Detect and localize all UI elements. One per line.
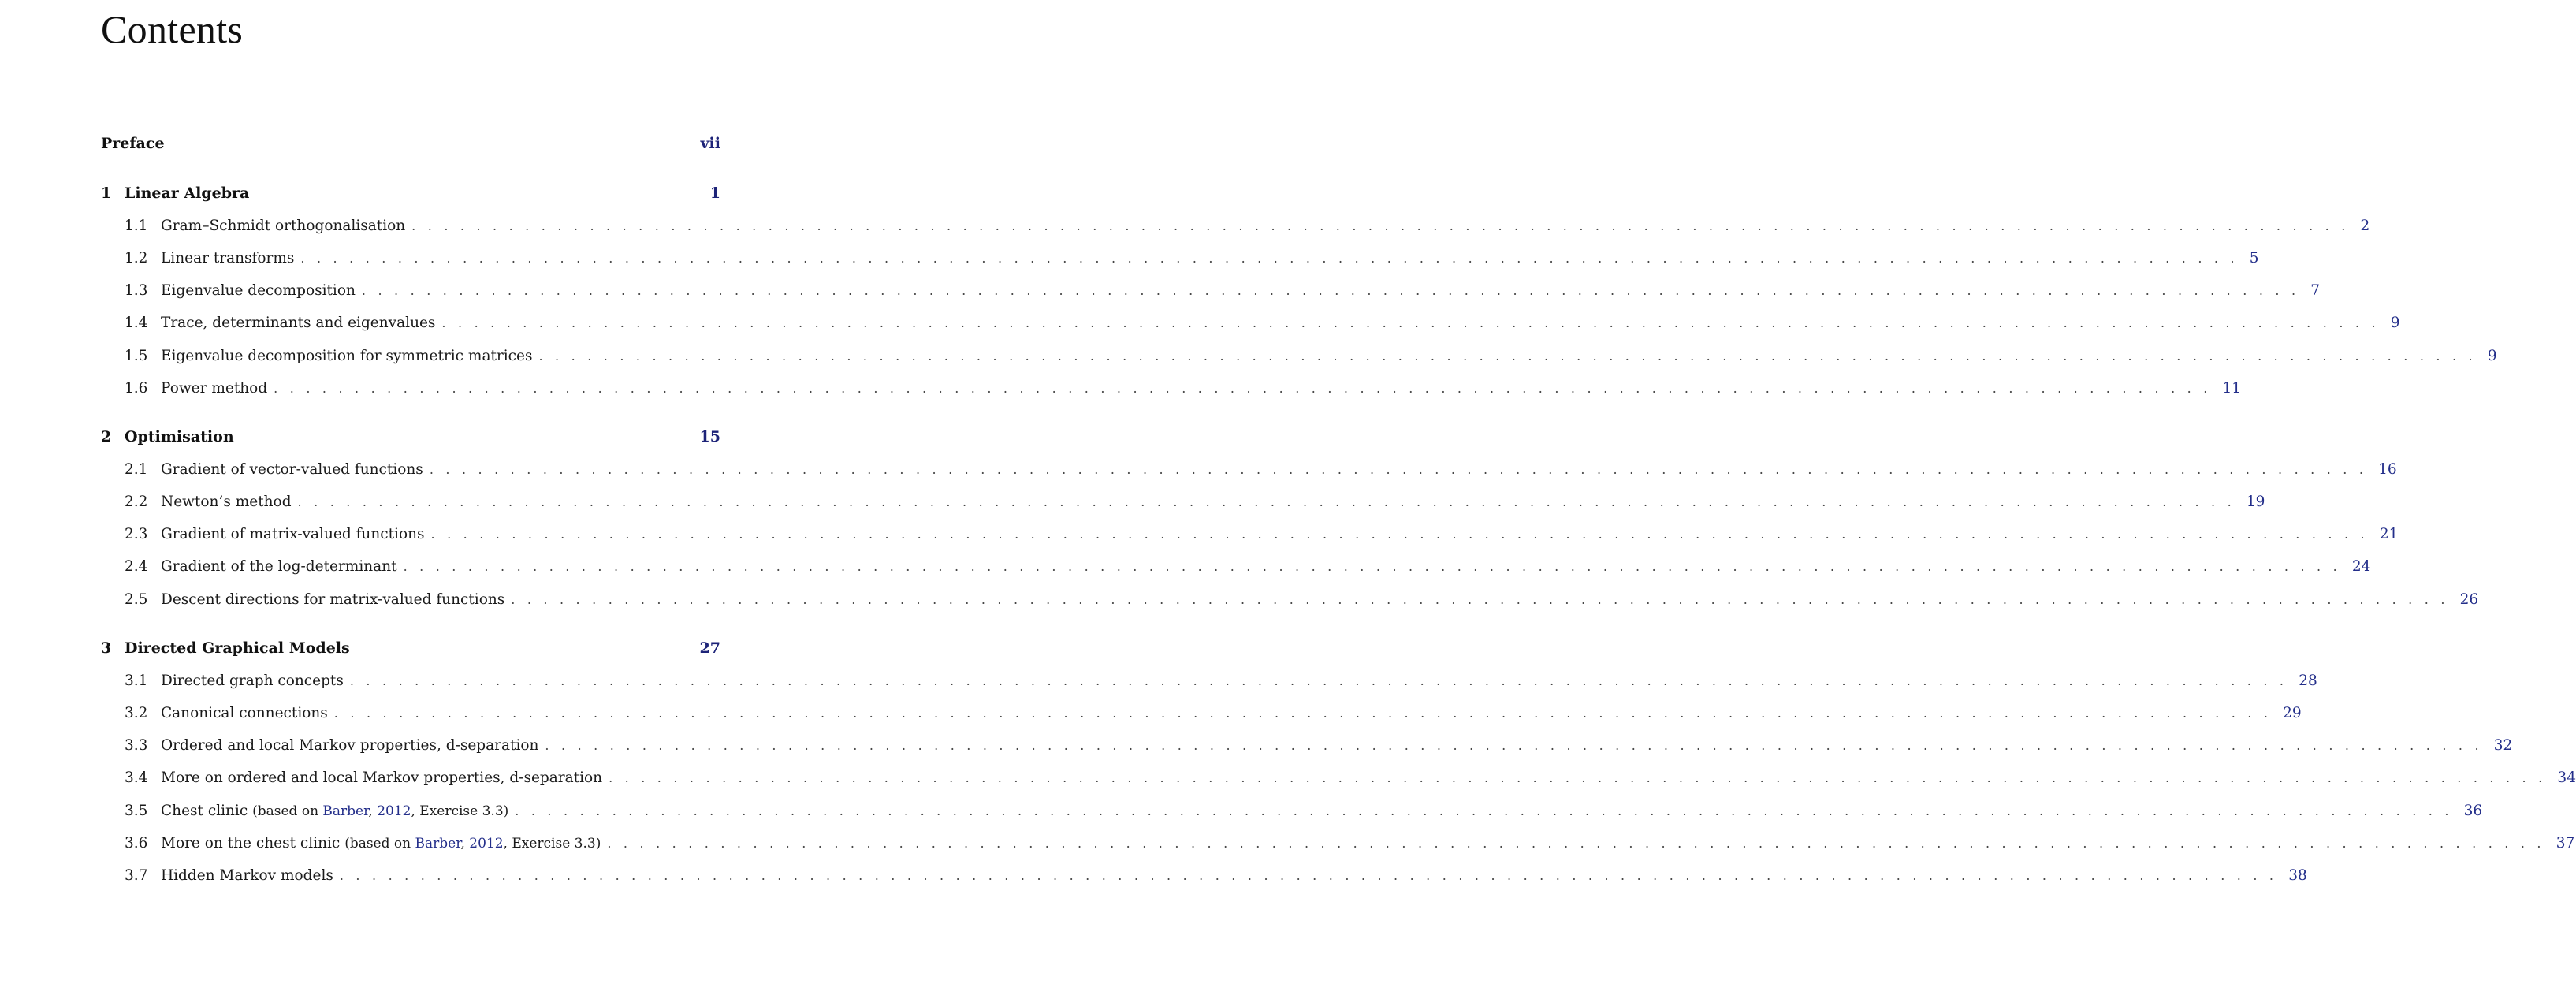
toc-section-entry[interactable] <box>101 555 2371 577</box>
section-number: 2.5 <box>125 591 148 608</box>
section-number: 3.6 <box>125 834 148 852</box>
section-title: Linear transforms <box>161 249 295 266</box>
toc-section-entry[interactable] <box>101 279 2321 301</box>
dot-leader: . . . . . . . . . . . . . . . . . . . . . . . . . . . . . . . . . . . . . . . . . . . . . . . . . . . . . . . . . . . . . . . . . . . . . . . . . . . . . . . . . . . . . . . . . . . . . . . . . . . . . . . . . . . . . . . . . . . . . . . . <box>607 835 2545 851</box>
section-number: 2.4 <box>125 557 148 575</box>
section-number: 2.1 <box>125 460 148 478</box>
toc-section-entry[interactable] <box>101 799 2483 822</box>
page-number-link[interactable]: 36 <box>2463 802 2483 819</box>
dot-leader: . . . . . . . . . . . . . . . . . . . . . . . . . . . . . . . . . . . . . . . . . . . . . . . . . . . . . . . . . . . . . . . . . . . . . . . . . . . . . . . . . . . . . . . . . . . . . . . . . . . . . . . . . . . . . . . . . . . . . . . . <box>429 461 2368 477</box>
page-number-link[interactable]: 2 <box>2360 217 2370 234</box>
section-title: Gradient of matrix-valued functions <box>161 525 425 542</box>
dot-leader: . . . . . . . . . . . . . . . . . . . . . . . . . . . . . . . . . . . . . . . . . . . . . . . . . . . . . . . . . . . . . . . . . . . . . . . . . . . . . . . . . . . . . . . . . . . . . . . . . . . . . . . . . . . . . . . . . . . . . . . . <box>349 673 2288 688</box>
section-number: 3.2 <box>125 704 148 721</box>
page-number-link[interactable]: 19 <box>2246 493 2265 510</box>
dot-leader: . . . . . . . . . . . . . . . . . . . . . . . . . . . . . . . . . . . . . . . . . . . . . . . . . . . . . . . . . . . . . . . . . . . . . . . . . . . . . . . . . . . . . . . . . . . . . . . . . . . . . . . . . . . . . . . . . . . . . . . . <box>511 591 2449 607</box>
page-number-link[interactable]: 15 <box>699 428 720 445</box>
toc-section-entry[interactable] <box>101 766 2576 788</box>
section-title: Gram–Schmidt orthogonalisation <box>161 217 406 234</box>
dot-leader: . . . . . . . . . . . . . . . . . . . . . . . . . . . . . . . . . . . . . . . . . . . . . . . . . . . . . . . . . . . . . . . . . . . . . . . . . . . . . . . . . . . . . . . . . . . . . . . . . . . . . . . . . . . . . . . . . . . . . . . . <box>411 218 2350 233</box>
section-title: Trace, determinants and eigenvalues <box>161 314 436 331</box>
section-title: More on the chest clinic (based on Barber, 2012, Exercise 3.3) <box>161 834 601 852</box>
page-number-link[interactable]: 28 <box>2299 672 2317 689</box>
page-number-link[interactable]: 26 <box>2459 591 2479 608</box>
toc-chapter-entry[interactable] <box>101 637 720 659</box>
citation-author-link[interactable]: Barber <box>322 803 369 819</box>
toc-section-entry[interactable] <box>101 864 2307 886</box>
section-number: 3.5 <box>125 802 148 819</box>
chapter-title: Directed Graphical Models <box>125 639 350 657</box>
section-title: Newton’s method <box>161 493 292 510</box>
dot-leader: . . . . . . . . . . . . . . . . . . . . . . . . . . . . . . . . . . . . . . . . . . . . . . . . . . . . . . . . . . . . . . . . . . . . . . . . . . . . . . . . . . . . . . . . . . . . . . . . . . . . . . . . . . . . . . . . . . . . . . . . <box>274 380 2212 396</box>
page-number-link[interactable]: vii <box>700 135 720 152</box>
section-title: Hidden Markov models <box>161 866 333 884</box>
dot-leader: . . . . . . . . . . . . . . . . . . . . . . . . . . . . . . . . . . . . . . . . . . . . . . . . . . . . . . . . . . . . . . . . . . . . . . . . . . . . . . . . . . . . . . . . . . . . . . . . . . . . . . . . . . . . . . . . . . . . . . . . <box>441 315 2380 330</box>
page-number-link[interactable]: 21 <box>2379 525 2399 542</box>
section-number: 2.3 <box>125 525 148 542</box>
dot-leader: . . . . . . . . . . . . . . . . . . . . . . . . . . . . . . . . . . . . . . . . . . . . . . . . . . . . . . . . . . . . . . . . . . . . . . . . . . . . . . . . . . . . . . . . . . . . . . . . . . . . . . . . . . . . . . . . . . . . . . . . <box>545 737 2483 753</box>
dot-leader: . . . . . . . . . . . . . . . . . . . . . . . . . . . . . . . . . . . . . . . . . . . . . . . . . . . . . . . . . . . . . . . . . . . . . . . . . . . . . . . . . . . . . . . . . . . . . . . . . . . . . . . . . . . . . . . . . . . . . . . . <box>361 282 2300 298</box>
section-title: Eigenvalue decomposition for symmetric matrices <box>161 347 533 364</box>
citation-note: (based on Barber, 2012, Exercise 3.3) <box>252 803 509 819</box>
toc-section-entry[interactable] <box>101 247 2259 269</box>
page-number-link[interactable]: 38 <box>2288 866 2307 884</box>
section-number: 3.1 <box>125 672 148 689</box>
dot-leader: . . . . . . . . . . . . . . . . . . . . . . . . . . . . . . . . . . . . . . . . . . . . . . . . . . . . . . . . . . . . . . . . . . . . . . . . . . . . . . . . . . . . . . . . . . . . . . . . . . . . . . . . . . . . . . . . . . . . . . . . <box>538 348 2477 363</box>
page-number-link[interactable]: 9 <box>2487 347 2497 364</box>
chapter-title: Linear Algebra <box>125 184 250 202</box>
dot-leader: . . . . . . . . . . . . . . . . . . . . . . . . . . . . . . . . . . . . . . . . . . . . . . . . . . . . . . . . . . . . . . . . . . . . . . . . . . . . . . . . . . . . . . . . . . . . . . . . . . . . . . . . . . . . . . . . . . . . . . . . <box>609 770 2547 785</box>
toc-chapter-entry[interactable] <box>101 426 720 448</box>
page-number-link[interactable]: 24 <box>2351 557 2371 575</box>
toc-section-entry[interactable] <box>101 345 2497 367</box>
toc-section-entry[interactable] <box>101 214 2370 237</box>
chapter-number: 3 <box>101 639 112 657</box>
section-number: 1.1 <box>125 217 148 234</box>
section-title: Power method <box>161 379 268 397</box>
section-number: 1.6 <box>125 379 148 397</box>
page-number-link[interactable]: 34 <box>2557 769 2576 786</box>
page-number-link[interactable]: 11 <box>2222 379 2242 397</box>
toc-entry-preface[interactable] <box>101 132 720 155</box>
section-number: 1.4 <box>125 314 148 331</box>
page-number-link[interactable]: 7 <box>2310 281 2321 299</box>
section-title: Eigenvalue decomposition <box>161 281 356 299</box>
page-number-link[interactable]: 27 <box>699 639 720 657</box>
dot-leader: . . . . . . . . . . . . . . . . . . . . . . . . . . . . . . . . . . . . . . . . . . . . . . . . . . . . . . . . . . . . . . . . . . . . . . . . . . . . . . . . . . . . . . . . . . . . . . . . . . . . . . . . . . . . . . . . . . . . . . . . <box>339 867 2278 883</box>
dot-leader: . . . . . . . . . . . . . . . . . . . . . . . . . . . . . . . . . . . . . . . . . . . . . . . . . . . . . . . . . . . . . . . . . . . . . . . . . . . . . . . . . . . . . . . . . . . . . . . . . . . . . . . . . . . . . . . . . . . . . . . . <box>430 526 2369 542</box>
toc-section-entry[interactable] <box>101 458 2397 480</box>
chapter-number: 1 <box>101 184 112 202</box>
section-title: Canonical connections <box>161 704 328 721</box>
chapter-title: Optimisation <box>125 428 234 445</box>
section-title: Gradient of the log-determinant <box>161 557 397 575</box>
citation-year-link[interactable]: 2012 <box>469 835 504 852</box>
section-number: 2.2 <box>125 493 148 510</box>
toc-section-entry[interactable] <box>101 669 2317 691</box>
dot-leader: . . . . . . . . . . . . . . . . . . . . . . . . . . . . . . . . . . . . . . . . . . . . . . . . . . . . . . . . . . . . . . . . . . . . . . . . . . . . . . . . . . . . . . . . . . . . . . . . . . . . . . . . . . . . . . . . . . . . . . . . <box>515 803 2453 818</box>
dot-leader: . . . . . . . . . . . . . . . . . . . . . . . . . . . . . . . . . . . . . . . . . . . . . . . . . . . . . . . . . . . . . . . . . . . . . . . . . . . . . . . . . . . . . . . . . . . . . . . . . . . . . . . . . . . . . . . . . . . . . . . . <box>333 705 2273 721</box>
section-title: Ordered and local Markov properties, d-separation <box>161 736 539 754</box>
section-number: 1.5 <box>125 347 148 364</box>
citation-year-link[interactable]: 2012 <box>377 803 411 819</box>
page-number-link[interactable]: 1 <box>709 184 720 202</box>
dot-leader: . . . . . . . . . . . . . . . . . . . . . . . . . . . . . . . . . . . . . . . . . . . . . . . . . . . . . . . . . . . . . . . . . . . . . . . . . . . . . . . . . . . . . . . . . . . . . . . . . . . . . . . . . . . . . . . . . . . . . . . . <box>297 494 2235 509</box>
preface-label: Preface <box>101 135 165 152</box>
toc-section-entry[interactable] <box>101 588 2479 610</box>
dot-leader: . . . . . . . . . . . . . . . . . . . . . . . . . . . . . . . . . . . . . . . . . . . . . . . . . . . . . . . . . . . . . . . . . . . . . . . . . . . . . . . . . . . . . . . . . . . . . . . . . . . . . . . . . . . . . . . . . . . . . . . . <box>300 250 2239 266</box>
page-title: Contents <box>101 7 244 51</box>
dot-leader: . . . . . . . . . . . . . . . . . . . . . . . . . . . . . . . . . . . . . . . . . . . . . . . . . . . . . . . . . . . . . . . . . . . . . . . . . . . . . . . . . . . . . . . . . . . . . . . . . . . . . . . . . . . . . . . . . . . . . . . . <box>403 558 2341 574</box>
toc-section-entry[interactable] <box>101 377 2242 399</box>
section-title: More on ordered and local Markov properties, d-separation <box>161 769 603 786</box>
citation-author-link[interactable]: Barber <box>415 835 461 852</box>
chapter-number: 2 <box>101 428 112 445</box>
toc-section-entry[interactable] <box>101 523 2399 545</box>
page-number-link[interactable]: 32 <box>2493 736 2513 754</box>
section-number: 3.3 <box>125 736 148 754</box>
section-number: 1.2 <box>125 249 148 266</box>
section-title: Descent directions for matrix-valued functions <box>161 591 505 608</box>
page-number-link[interactable]: 16 <box>2378 460 2397 478</box>
toc-chapter-entry[interactable] <box>101 182 720 204</box>
toc-section-entry[interactable] <box>101 734 2513 756</box>
section-title: Directed graph concepts <box>161 672 344 689</box>
page-number-link[interactable]: 37 <box>2556 834 2575 852</box>
page-number-link[interactable]: 5 <box>2249 249 2259 266</box>
section-number: 1.3 <box>125 281 148 299</box>
toc-section-entry[interactable] <box>101 311 2400 334</box>
page-number-link[interactable]: 9 <box>2390 314 2400 331</box>
section-title: Chest clinic (based on Barber, 2012, Exercise 3.3) <box>161 802 509 819</box>
section-number: 3.4 <box>125 769 148 786</box>
section-number: 3.7 <box>125 866 148 884</box>
toc-section-entry[interactable] <box>101 702 2302 724</box>
page-number-link[interactable]: 29 <box>2283 704 2302 721</box>
section-title: Gradient of vector-valued functions <box>161 460 423 478</box>
toc-section-entry[interactable] <box>101 490 2265 512</box>
citation-note: (based on Barber, 2012, Exercise 3.3) <box>344 835 601 852</box>
toc-section-entry[interactable] <box>101 832 2575 854</box>
